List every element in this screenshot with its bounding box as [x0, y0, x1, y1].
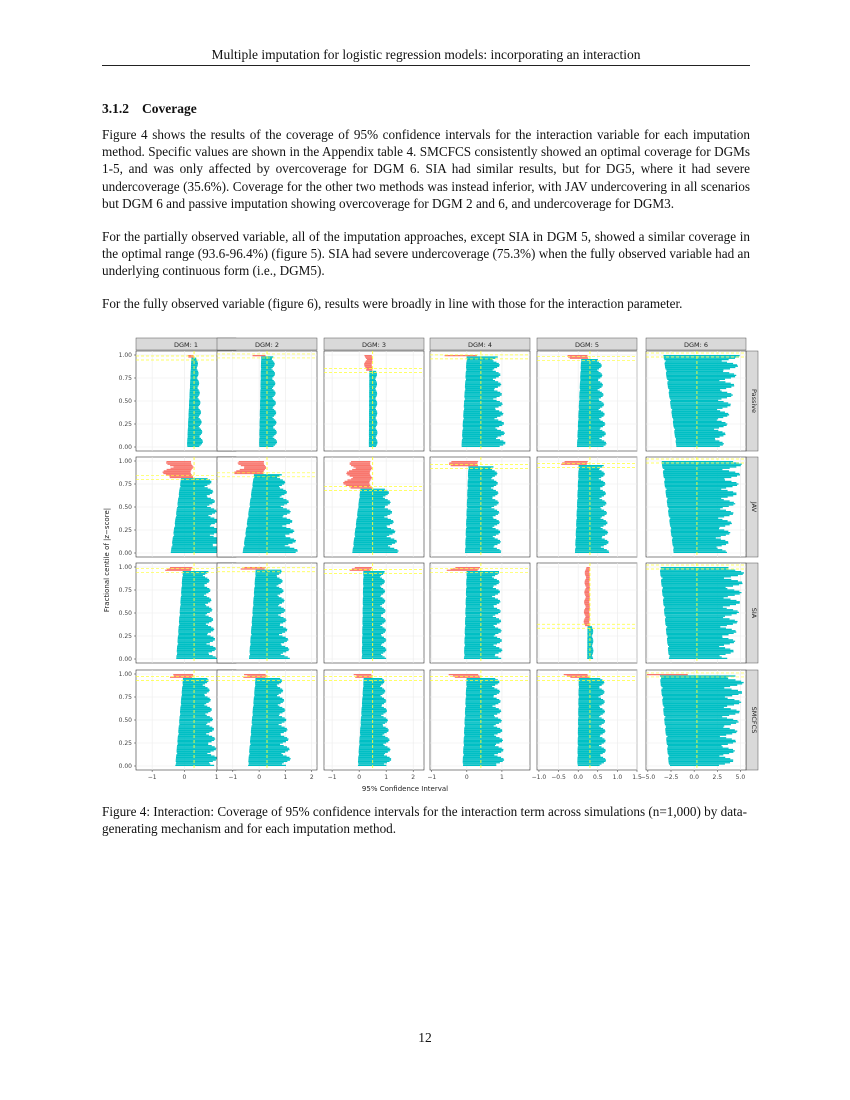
row-strip-label: Passive	[750, 388, 758, 414]
x-tick-label: 0.0	[573, 774, 583, 781]
x-tick-label: −1	[427, 774, 437, 781]
y-tick-label: 0.50	[118, 398, 132, 405]
x-tick-label: 1.5	[632, 774, 642, 781]
section-heading	[102, 101, 197, 117]
y-tick-label: 0.00	[118, 656, 132, 663]
x-tick-label: 1	[214, 774, 219, 781]
y-tick-label: 0.25	[118, 633, 132, 640]
y-tick-label: 1.00	[118, 458, 132, 465]
y-tick-label: 0.00	[118, 763, 132, 770]
x-tick-label: 5.0	[735, 774, 746, 781]
y-tick-label: 0.75	[118, 587, 132, 594]
x-tick-label: −1	[147, 774, 157, 781]
y-tick-label: 1.00	[118, 352, 132, 359]
y-tick-label: 0.25	[118, 527, 132, 534]
x-tick-label: −1	[327, 774, 337, 781]
x-tick-label: −0.5	[551, 774, 566, 781]
y-tick-label: 0.00	[118, 444, 132, 451]
x-tick-label: 1	[500, 774, 504, 781]
facet-strip-label: DGM: 4	[467, 341, 493, 349]
row-strip-label: JAV	[750, 501, 758, 513]
figure-caption: Figure 4: Interaction: Coverage of 95% confidence intervals for the interaction term across simulations (n=1,000) by data-generating mechanism and for each imputation method.	[102, 804, 747, 837]
y-tick-label: 1.00	[118, 564, 132, 571]
x-tick-label: 0.0	[689, 774, 699, 781]
coverage-zipper-plot	[100, 334, 760, 794]
section-number: 3.1.2	[102, 101, 129, 116]
x-tick-label: −1.0	[531, 774, 547, 781]
section-title: Coverage	[142, 101, 197, 116]
y-tick-label: 0.25	[118, 421, 132, 428]
y-axis-title: Fractional centile of |z−score|	[103, 507, 111, 613]
facet-strip-label: DGM: 1	[173, 341, 199, 349]
x-axis-title: 95% Confidence Interval	[361, 785, 449, 793]
y-tick-label: 0.00	[118, 550, 132, 557]
facet-strip-label: DGM: 5	[574, 341, 600, 349]
x-tick-label: −2.5	[663, 774, 679, 781]
paragraph-1: Figure 4 shows the results of the coverage of 95% confidence intervals for the interaction variable for each imputation method. Specific values are shown in the Appendix table 4. SMCFCS consistently showed an optimal coverage for DGMs 1-5, and was only affected by overcoverage for DGM 6. SIA had similar results, but for DG5, where it had severe undercoverage (35.6%). Coverage for the other two methods was instead inferior, with JAV undercovering in all scenarios but DGM 6 and passive imputation showing overcoverage for DGM 2 and 6, and undercoverage for DGM3.	[102, 127, 750, 211]
y-tick-label: 0.75	[118, 481, 132, 488]
header-rule	[102, 65, 750, 66]
y-tick-label: 1.00	[118, 671, 132, 678]
x-tick-label: 1	[384, 774, 389, 781]
facet-strip-label: DGM: 6	[683, 341, 709, 349]
facet-strip-label: DGM: 3	[361, 341, 387, 349]
x-tick-label: −1	[228, 774, 238, 781]
paragraph-2: For the partially observed variable, all of the imputation approaches, except SIA in DGM 5, showed a similar coverage in the optimal range (93.6-96.4%) (figure 5). SIA had severe undercoverage (75.3%) when the fully observed variable had an underlying continuous form (i.e., DGM5).	[102, 229, 750, 279]
y-tick-label: 0.25	[118, 740, 132, 747]
x-tick-label: 2	[411, 774, 416, 781]
page-number: 12	[418, 1030, 432, 1045]
x-tick-label: 0	[257, 774, 262, 781]
running-title: Multiple imputation for logistic regression models: incorporating an interaction	[211, 47, 641, 62]
x-tick-label: 2	[309, 774, 314, 781]
row-strip-label: SMCFCS	[750, 706, 758, 734]
y-tick-label: 0.50	[118, 610, 132, 617]
row-strip-label: SIA	[750, 607, 758, 619]
figure-4	[100, 334, 760, 794]
x-tick-label: 0	[182, 774, 187, 781]
facet-strip-label: DGM: 2	[254, 341, 280, 349]
x-tick-label: 0	[464, 774, 469, 781]
y-tick-label: 0.75	[118, 375, 132, 382]
y-tick-label: 0.50	[118, 717, 132, 724]
x-tick-label: 1	[283, 774, 288, 781]
x-tick-label: −5.0	[640, 774, 656, 781]
paragraph-3: For the fully observed variable (figure 6), results were broadly in line with those for the interaction parameter.	[102, 296, 683, 311]
x-tick-label: 2.5	[712, 774, 723, 781]
x-tick-label: 0	[357, 774, 362, 781]
y-tick-label: 0.50	[118, 504, 132, 511]
y-tick-label: 0.75	[118, 694, 132, 701]
x-tick-label: 1.0	[612, 774, 623, 781]
x-tick-label: 0.5	[593, 774, 603, 781]
